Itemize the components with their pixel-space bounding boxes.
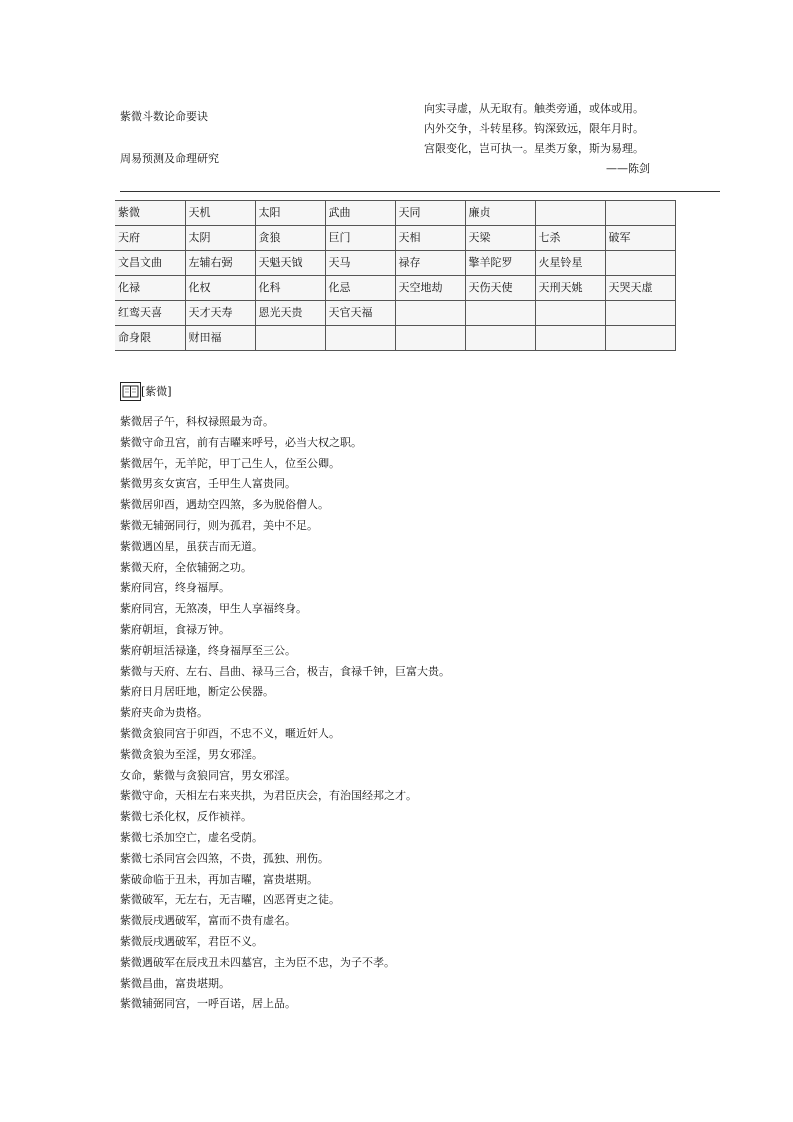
verse-line: 紫微居卯酉，遇劫空四煞，多为脱俗僧人。 — [120, 498, 329, 512]
table-cell: 廉贞 — [465, 201, 535, 226]
table-cell: 文昌文曲 — [115, 251, 185, 276]
table-cell — [605, 301, 675, 326]
table-cell: 禄存 — [395, 251, 465, 276]
table-cell: 天府 — [115, 226, 185, 251]
table-cell: 天官天福 — [325, 301, 395, 326]
table-cell: 天刑天姚 — [535, 276, 605, 301]
table-cell — [605, 251, 675, 276]
verse-line: 紫微守命丑宫，前有吉曜来呼号，必当大权之职。 — [120, 435, 362, 449]
verse-line: 紫微七杀加空亡，虚名受荫。 — [120, 830, 263, 844]
verse-line: 紫微辰戌遇破军，君臣不义。 — [120, 934, 263, 948]
verse-line: 紫府同宫，无煞凑，甲生人享福终身。 — [120, 602, 307, 616]
table-cell: 化权 — [185, 276, 255, 301]
verse-line: 紫府同宫，终身福厚。 — [120, 581, 230, 595]
table-cell — [395, 326, 465, 351]
table-cell: 擎羊陀罗 — [465, 251, 535, 276]
verse-line: 紫微天府，全依辅弼之功。 — [120, 560, 252, 574]
poem-signature: ——陈剑 — [606, 162, 650, 175]
table-cell — [535, 326, 605, 351]
table-cell: 七杀 — [535, 226, 605, 251]
table-cell: 天空地劫 — [395, 276, 465, 301]
table-cell: 左辅右弼 — [185, 251, 255, 276]
header-divider — [120, 191, 720, 192]
table-cell: 巨门 — [325, 226, 395, 251]
table-cell: 火星铃星 — [535, 251, 605, 276]
table-cell: 天相 — [395, 226, 465, 251]
table-row — [115, 251, 675, 276]
table-cell: 破军 — [605, 226, 675, 251]
table-cell — [535, 201, 605, 226]
table-cell: 紫微 — [115, 201, 185, 226]
table-cell: 天同 — [395, 201, 465, 226]
page-title: 紫微斗数论命要诀 — [120, 110, 208, 123]
poem-line: 向实寻虚，从无取有。触类旁通，或体或用。 — [424, 102, 644, 115]
table-cell: 贪狼 — [255, 226, 325, 251]
verse-line: 紫微辰戌遇破军，富而不贵有虚名。 — [120, 914, 296, 928]
table-cell: 天马 — [325, 251, 395, 276]
verse-line: 紫微与天府、左右、昌曲、禄马三合，极吉，食禄千钟，巨富大贵。 — [120, 664, 450, 678]
table-cell — [395, 301, 465, 326]
table-cell — [465, 326, 535, 351]
verse-list — [120, 412, 450, 1015]
verse-line: 紫微无辅弼同行，则为孤君，美中不足。 — [120, 518, 318, 532]
table-cell — [255, 326, 325, 351]
verse-line: 紫微居午，无羊陀，甲丁己生人，位至公卿。 — [120, 456, 340, 470]
table-cell: 红鸾天喜 — [115, 301, 185, 326]
section-header — [120, 381, 172, 401]
table-cell: 武曲 — [325, 201, 395, 226]
verse-line: 紫微守命，天相左右来夹拱，为君臣庆会，有治国经邦之才。 — [120, 789, 417, 803]
table-cell: 天梁 — [465, 226, 535, 251]
verse-line: 紫微贪狼同宫于卯酉，不忠不义，暱近奸人。 — [120, 726, 340, 740]
poem — [424, 99, 650, 179]
table-cell: 太阳 — [255, 201, 325, 226]
table-cell: 天哭天虚 — [605, 276, 675, 301]
table-cell — [325, 326, 395, 351]
star-table — [115, 200, 676, 351]
table-row — [115, 276, 675, 301]
verse-line: 紫微七杀化权，反作祯祥。 — [120, 810, 252, 824]
verse-line: 紫微贪狼为至淫，男女邪淫。 — [120, 747, 263, 761]
table-cell: 天才天寿 — [185, 301, 255, 326]
verse-line: 紫府朝垣，食禄万钟。 — [120, 622, 230, 636]
verse-line: 紫微遇破军在辰戌丑未四墓宫，主为臣不忠，为子不孝。 — [120, 955, 395, 969]
table-cell — [605, 201, 675, 226]
table-cell: 化忌 — [325, 276, 395, 301]
verse-line: 紫微遇凶星，虽获吉而无道。 — [120, 539, 263, 553]
table-cell: 化科 — [255, 276, 325, 301]
table-cell: 命身限 — [115, 326, 185, 351]
table-cell — [535, 301, 605, 326]
table-row — [115, 201, 675, 226]
table-cell: 太阴 — [185, 226, 255, 251]
table-row — [115, 326, 675, 351]
table-cell: 财田福 — [185, 326, 255, 351]
verse-line: 紫微七杀同宫会四煞，不贵，孤独、刑伤。 — [120, 851, 329, 865]
verse-line: 女命，紫微与贪狼同宫，男女邪淫。 — [120, 768, 296, 782]
table-cell: 天机 — [185, 201, 255, 226]
section-title: [紫微] — [141, 385, 172, 398]
verse-line: 紫府朝垣活禄逢，终身福厚至三公。 — [120, 643, 296, 657]
table-cell: 恩光天贵 — [255, 301, 325, 326]
table-cell: 天伤天使 — [465, 276, 535, 301]
verse-line: 紫微辅弼同宫，一呼百诺，居上品。 — [120, 997, 296, 1011]
verse-line: 紫微男亥女寅宫，壬甲生人富贵同。 — [120, 477, 296, 491]
table-cell: 天魁天钺 — [255, 251, 325, 276]
table-row — [115, 301, 675, 326]
table-cell: 化禄 — [115, 276, 185, 301]
verse-line: 紫微昌曲，富贵堪期。 — [120, 976, 230, 990]
verse-line: 紫微破军，无左右，无吉曜，凶恶胥吏之徒。 — [120, 893, 340, 907]
poem-line: 宫限变化，岂可执一。星类万象，斯为易理。 — [424, 142, 644, 155]
verse-line: 紫微居子午，科权禄照最为奇。 — [120, 415, 274, 428]
poem-line: 内外交争，斗转星移。钩深致远，限年月时。 — [424, 122, 644, 135]
book-icon[interactable] — [120, 382, 141, 401]
page-subtitle: 周易预测及命理研究 — [120, 152, 219, 165]
verse-line: 紫破命临于丑未，再加吉曜，富贵堪期。 — [120, 872, 318, 886]
table-row — [115, 226, 675, 251]
table-cell — [465, 301, 535, 326]
verse-line: 紫府日月居旺地，断定公侯器。 — [120, 685, 274, 699]
verse-line: 紫府夹命为贵格。 — [120, 706, 208, 720]
table-cell — [605, 326, 675, 351]
